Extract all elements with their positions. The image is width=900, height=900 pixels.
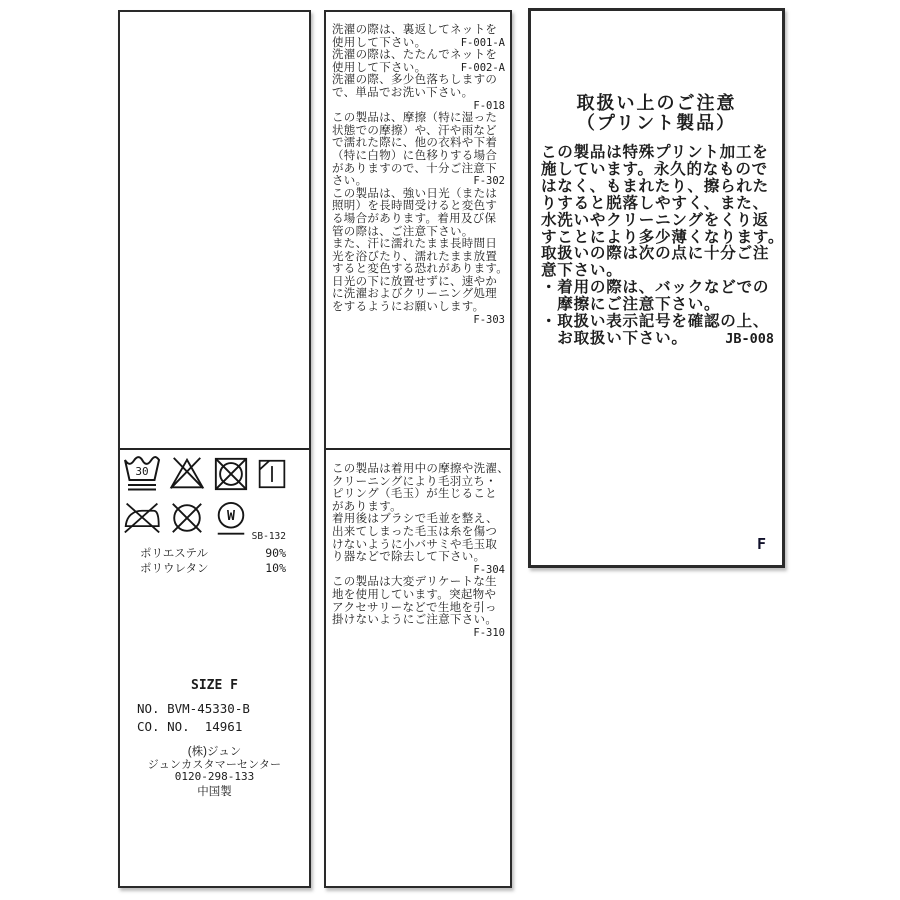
- text-line: 施しています。永久的なもので: [541, 160, 768, 178]
- text-line: に洗濯およびクリーニング処理: [332, 288, 497, 301]
- text-line: （特に白物）に色移りする場合: [332, 149, 498, 162]
- instruction-code: F-001-A: [460, 36, 505, 49]
- instruction-code: F-303: [473, 313, 505, 326]
- size-label: SIZE F: [191, 678, 238, 693]
- caution-title-line2: （プリント製品）: [576, 113, 737, 133]
- country-of-origin: 中国製: [197, 786, 232, 798]
- panel-wash-instructions: [324, 10, 512, 888]
- instruction-code: JB-008: [725, 330, 774, 347]
- text-line: 状態での摩擦）や、汗や雨など: [332, 124, 497, 137]
- text-line: すると変色する恐れがあります。: [332, 263, 509, 276]
- text-line: この製品は着用中の摩擦や洗濯、: [332, 463, 509, 475]
- text-line: アクセサリーなどで生地を引っ: [332, 601, 497, 614]
- text-line: 水洗いやクリーニングをくり返: [541, 211, 769, 229]
- text-line: 出来てしまった毛玉は糸を傷つ: [332, 525, 498, 538]
- do-not-bleach-icon: [169, 454, 205, 494]
- text-line: [332, 314, 505, 327]
- wash-30-very-gentle-icon: [123, 454, 161, 494]
- care-symbols-row-1: [123, 454, 287, 494]
- text-line: この製品は特殊プリント加工を: [541, 144, 769, 161]
- text-line: 取扱いの際は次の点に十分ご注: [541, 245, 770, 263]
- co-number: CO. NO. 14961: [137, 719, 243, 734]
- text-line: この製品は、摩擦（特に湿った: [332, 112, 498, 125]
- text-line: 管の際は、ご注意下さい。: [332, 225, 474, 238]
- text-line: りすると脱落しやすく、また、: [541, 194, 769, 212]
- instruction-code: F-302: [473, 175, 505, 188]
- instruction-code: 90%: [265, 546, 286, 560]
- pilling-care-block: [332, 463, 509, 639]
- text-line: この製品は、強い日光（または: [332, 187, 498, 200]
- text-line: をするようにお願いします。: [332, 301, 485, 314]
- do-not-tumble-dry-icon: [213, 454, 249, 494]
- text-line: はなく、もまれたり、擦られた: [541, 177, 769, 195]
- text-line: また、汗に濡れたまま長時間日: [332, 238, 498, 251]
- text-line: 洗濯の際は、裏返してネットを: [332, 24, 498, 36]
- text-line: 地を使用しています。突起物や: [332, 588, 497, 601]
- maker-name: (株)ジュン: [187, 746, 242, 758]
- text-line: ポリウレタン 10%: [140, 560, 286, 575]
- line-dry-in-shade-icon: [257, 454, 287, 494]
- footer-mark: F: [756, 535, 766, 553]
- instruction-code: 10%: [265, 560, 286, 575]
- fabric-composition: [140, 547, 286, 576]
- text-line: お取扱い下さい。 JB-008: [541, 329, 774, 347]
- text-line: 着用後はブラシで毛並を整え、: [332, 513, 498, 526]
- text-line: 使用して下さい。 F-002-A: [332, 61, 505, 74]
- text-line: で、単品でお洗い下さい。: [332, 86, 474, 99]
- text-line: があります。: [332, 500, 402, 513]
- text-line: で濡れた際に、他の衣料や下着: [332, 137, 498, 150]
- text-line: ・着用の際は、バックなどでの: [541, 279, 770, 297]
- text-line: クリーニングにより毛羽立ち・: [332, 475, 497, 488]
- instruction-code: F-018: [473, 99, 505, 112]
- text-line: ピリング（毛玉）が生じること: [332, 488, 497, 501]
- lot-code: SB-132: [251, 531, 286, 542]
- text-line: 照明）を長時間受けると変色す: [332, 200, 498, 213]
- wash-instructions-block: [332, 24, 509, 326]
- text-line: 意下さい。: [541, 262, 623, 280]
- divider: [326, 448, 510, 450]
- text-line: すことにより多少薄くなります。: [541, 228, 785, 246]
- caution-body: [541, 144, 785, 348]
- svg-text:30: 30: [135, 465, 149, 478]
- panel-composition-label: [118, 10, 311, 888]
- text-line: がありますので、十分ご注意下: [332, 162, 497, 175]
- customer-center: ジュンカスタマーセンター: [147, 759, 282, 771]
- text-line: さい。 F-302: [332, 175, 505, 188]
- caution-title: [531, 93, 782, 133]
- divider: [120, 448, 309, 450]
- instruction-code: F-304: [473, 563, 505, 576]
- text-line: [332, 564, 505, 577]
- text-line: [332, 627, 505, 640]
- text-line: ポリエステル 90%: [140, 546, 286, 560]
- text-line: この製品は大変デリケートな生: [332, 576, 497, 589]
- text-line: [332, 100, 505, 113]
- instruction-code: F-310: [473, 626, 505, 639]
- instruction-code: F-002-A: [460, 61, 505, 74]
- text-line: 摩擦にご注意下さい。: [541, 296, 721, 314]
- text-line: 使用して下さい。 F-001-A: [332, 36, 505, 49]
- svg-text:W: W: [227, 508, 235, 524]
- text-line: 掛けないようにご注意下さい。: [332, 614, 498, 627]
- panel-print-caution: [528, 8, 785, 568]
- phone-number: 0120-298-133: [174, 770, 255, 783]
- caution-title-line1: 取扱い上のご注意: [576, 93, 737, 113]
- text-line: る場合があります。着用及び保: [332, 212, 497, 225]
- text-line: 洗濯の際は、たたんでネットを: [332, 49, 498, 62]
- item-number: NO. BVM-45330-B: [137, 701, 250, 716]
- text-line: 光を浴びたり、濡れたまま放置: [332, 250, 498, 263]
- text-line: ・取扱い表示記号を確認の上、: [541, 313, 770, 331]
- text-line: り器などで除去して下さい。: [332, 551, 486, 564]
- text-line: けないように小バサミや毛玉取: [332, 538, 498, 551]
- text-line: 日光の下に放置せずに、速やか: [332, 275, 498, 288]
- text-line: 洗濯の際、多少色落ちしますの: [332, 74, 498, 87]
